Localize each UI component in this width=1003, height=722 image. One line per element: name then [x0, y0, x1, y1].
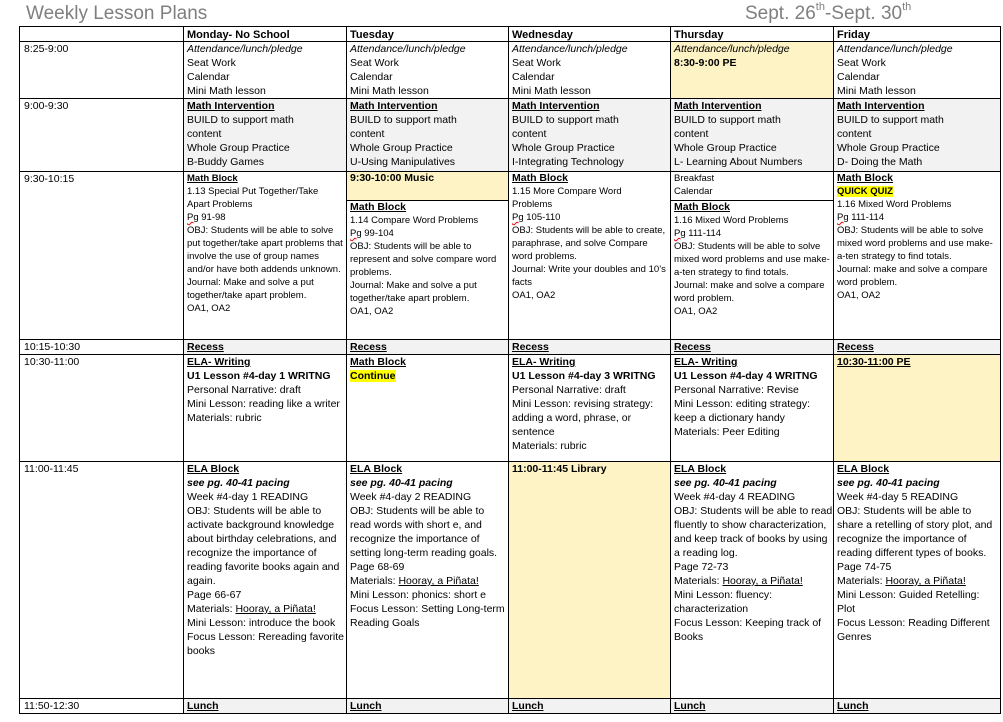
time-cell: 10:15-10:30 [20, 340, 184, 355]
time-cell: 8:25-9:00 [20, 42, 184, 99]
time-cell: 11:50-12:30 [20, 699, 184, 714]
cell-tue-r1 [347, 42, 509, 99]
day-header-friday: Friday [834, 27, 1001, 42]
math-block-title: Math Block [187, 173, 238, 184]
cell-thu-r3 [671, 172, 834, 340]
quick-quiz-badge: QUICK QUIZ [837, 186, 893, 197]
cell-fri-r5 [834, 355, 1001, 462]
focus-lesson-text: Focus Lesson: Rereading favorite books [187, 631, 345, 657]
mini-math-text: Mini Math lesson [512, 85, 591, 97]
page-text: Page 66-67 [187, 589, 242, 601]
cell-fri-r3 [834, 172, 1001, 340]
lunch-cell: Lunch [671, 699, 834, 714]
lesson-text: Problems [512, 199, 553, 210]
lesson-text: 1.13 Special Put Together/Take [187, 186, 319, 197]
cell-thu-r6 [671, 462, 834, 699]
mini-lesson-text: Mini Lesson: Guided Retelling: Plot [837, 589, 980, 615]
day-header-wednesday: Wednesday [509, 27, 671, 42]
week-text: Week #4-day 1 READING [187, 491, 309, 503]
objective-text: OBJ: Students will be able to solve mixed word problems and use make-a-ten strategy to find totals. [837, 225, 993, 262]
lesson-text: U1 Lesson #4-day 1 WRITNG [187, 370, 331, 382]
table-row [20, 99, 1001, 172]
book-title: Hooray, a Piñata! [885, 575, 966, 587]
attendance-text: Attendance/lunch/pledge [187, 43, 303, 55]
build-text: BUILD to support math [512, 114, 619, 126]
seat-work-text: Seat Work [512, 57, 561, 69]
objective-text: OBJ: Students will be able to activate background knowledge about birthday celebrations, and recognize the importance of reading favorite books again and again. [187, 505, 340, 587]
day-header-monday: Monday- No School [184, 27, 347, 42]
seat-work-text: Seat Work [837, 57, 886, 69]
objective-text: OBJ: Students will be able to represent and solve compare word problems. [350, 241, 497, 278]
ela-block-title: ELA Block [837, 463, 890, 475]
ela-block-title: ELA Block [350, 463, 403, 475]
pacing-text: see pg. 40-41 pacing [350, 477, 453, 489]
attendance-text: Attendance/lunch/pledge [674, 43, 790, 55]
activity-text: B-Buddy Games [187, 156, 265, 168]
page-text: Page 68-69 [350, 561, 405, 573]
content-text: content [350, 128, 385, 140]
whole-group-text: Whole Group Practice [187, 142, 290, 154]
mini-lesson-text: Mini Lesson: revising strategy: adding a word, phrase, or sentence [512, 398, 654, 438]
materials-text: Materials: Peer Editing [674, 426, 780, 438]
day-header-tuesday: Tuesday [347, 27, 509, 42]
cell-wed-r6 [509, 462, 671, 699]
math-block-title: Math Block [674, 201, 731, 213]
objective-text: OBJ: Students will be able to solve mixed word problems and use make-a-ten strategy to find totals. [674, 241, 830, 278]
math-intervention-title: Math Intervention [674, 100, 762, 112]
cell-tue-r3 [347, 172, 509, 340]
cell-wed-r2 [509, 99, 671, 172]
build-text: BUILD to support math [674, 114, 781, 126]
lesson-text: 1.16 Mixed Word Problems [674, 215, 789, 226]
ela-writing-title: ELA- Writing [674, 356, 738, 368]
date-start-suffix: th [815, 1, 825, 13]
cell-thu-r1 [671, 42, 834, 99]
cell-fri-r1 [834, 42, 1001, 99]
cell-mon-r1 [184, 42, 347, 99]
attendance-text: Attendance/lunch/pledge [837, 43, 953, 55]
time-cell: 9:30-10:15 [20, 172, 184, 340]
narrative-text: Personal Narrative: Revise [674, 384, 799, 396]
table-row [20, 462, 1001, 699]
date-range [745, 3, 911, 25]
recess-cell: Recess [509, 340, 671, 355]
page-text: Pg 111-114 [674, 228, 722, 239]
standards-text: OA1, OA2 [350, 306, 394, 317]
lesson-text: 1.16 Mixed Word Problems [837, 199, 952, 210]
corner-header [20, 27, 184, 42]
page-text: Pg 91-98 [187, 212, 226, 223]
continue-badge: Continue [350, 370, 396, 382]
page-text: Page 72-73 [674, 561, 729, 573]
date-end-suffix: th [902, 1, 912, 13]
table-row [20, 355, 1001, 462]
mini-lesson-text: Mini Lesson: editing strategy: keep a dictionary handy [674, 398, 810, 424]
cell-wed-r5 [509, 355, 671, 462]
whole-group-text: Whole Group Practice [512, 142, 615, 154]
week-text: Week #4-day 2 READING [350, 491, 472, 503]
math-intervention-title: Math Intervention [512, 100, 600, 112]
mini-lesson-text: Mini Lesson: reading like a writer [187, 398, 340, 410]
standards-text: OA1, OA2 [187, 303, 231, 314]
music-block: 9:30-10:00 Music [347, 172, 508, 200]
content-text: content [674, 128, 709, 140]
math-block-title: Math Block [512, 172, 569, 184]
mini-lesson-text: Mini Lesson: introduce the book [187, 617, 336, 629]
page-title: Weekly Lesson Plans [26, 3, 208, 24]
lunch-cell: Lunch [184, 699, 347, 714]
content-text: content [187, 128, 222, 140]
materials-text: Materials: Hooray, a Piñata! [674, 575, 803, 587]
content-text: content [512, 128, 547, 140]
ela-block-title: ELA Block [674, 463, 727, 475]
math-block-title: Math Block [350, 201, 407, 213]
focus-lesson-text: Focus Lesson: Reading Different Genres [837, 617, 990, 643]
cell-mon-r6 [184, 462, 347, 699]
lesson-text: U1 Lesson #4-day 3 WRITNG [512, 370, 656, 382]
date-start: Sept. 26 [745, 3, 816, 24]
table-row [20, 699, 1001, 714]
mini-math-text: Mini Math lesson [350, 85, 429, 97]
objective-text: OBJ: Students will be able to read fluently to show characterization, and keep track of books by using a reading log. [674, 505, 833, 559]
activity-text: U-Using Manipulatives [350, 156, 456, 168]
objective-text: OBJ: Students will be able to share a retelling of story plot, and recognize the importance of reading different types of books. [837, 505, 993, 559]
math-block-title: Math Block [350, 356, 407, 368]
cell-mon-r5 [184, 355, 347, 462]
lesson-plan-table [19, 26, 1001, 714]
library-text: 11:00-11:45 Library [512, 463, 607, 475]
cell-fri-r2 [834, 99, 1001, 172]
activity-text: I-Integrating Technology [512, 156, 624, 168]
materials-text: Materials: Hooray, a Piñata! [350, 575, 479, 587]
math-block-title: Math Block [837, 172, 894, 184]
objective-text: OBJ: Students will be able to solve put together/take apart problems that involve the use of group names and/or have both addends unknown. [187, 225, 343, 275]
day-header-row [20, 27, 1001, 42]
standards-text: OA1, OA2 [674, 306, 718, 317]
day-header-thursday: Thursday [671, 27, 834, 42]
pacing-text: see pg. 40-41 pacing [674, 477, 777, 489]
materials-text: Materials: Hooray, a Piñata! [187, 603, 316, 615]
activity-text: L- Learning About Numbers [674, 156, 803, 168]
recess-cell: Recess [834, 340, 1001, 355]
calendar-text: Calendar [350, 71, 393, 83]
mini-lesson-text: Mini Lesson: fluency: characterization [674, 589, 773, 615]
lunch-cell: Lunch [834, 699, 1001, 714]
recess-cell: Recess [347, 340, 509, 355]
cell-tue-r2 [347, 99, 509, 172]
materials-text: Materials: Hooray, a Piñata! [837, 575, 966, 587]
cell-wed-r3 [509, 172, 671, 340]
materials-text: Materials: rubric [187, 412, 262, 424]
book-title: Hooray, a Piñata! [398, 575, 479, 587]
mini-lesson-text: Mini Lesson: phonics: short e [350, 589, 486, 601]
cell-wed-r1 [509, 42, 671, 99]
build-text: BUILD to support math [187, 114, 294, 126]
focus-lesson-text: Focus Lesson: Keeping track of Books [674, 617, 822, 643]
activity-text: D- Doing the Math [837, 156, 923, 168]
cell-mon-r3 [184, 172, 347, 340]
standards-text: OA1, OA2 [837, 290, 881, 301]
mini-math-text: Mini Math lesson [837, 85, 916, 97]
objective-text: OBJ: Students will be able to create, paraphrase, and solve Compare word problems. [512, 225, 666, 262]
time-cell: 11:00-11:45 [20, 462, 184, 699]
whole-group-text: Whole Group Practice [350, 142, 453, 154]
ela-writing-title: ELA- Writing [512, 356, 576, 368]
cell-mon-r2 [184, 99, 347, 172]
lesson-text: Apart Problems [187, 199, 253, 210]
journal-text: Journal: Make and solve a put together/take apart problem. [187, 277, 314, 301]
content-text: content [837, 128, 872, 140]
journal-text: Journal: make and solve a compare word problem. [674, 280, 825, 304]
narrative-text: Personal Narrative: draft [187, 384, 301, 396]
lesson-text: 1.14 Compare Word Problems [350, 215, 479, 226]
table-row [20, 42, 1001, 99]
page-text: Pg 111-114 [837, 212, 885, 223]
pacing-text: see pg. 40-41 pacing [837, 477, 940, 489]
standards-text: OA1, OA2 [512, 290, 556, 301]
ela-writing-title: ELA- Writing [187, 356, 251, 368]
pacing-text: see pg. 40-41 pacing [187, 477, 290, 489]
whole-group-text: Whole Group Practice [674, 142, 777, 154]
lunch-cell: Lunch [347, 699, 509, 714]
calendar-text: Calendar [674, 186, 713, 197]
week-text: Week #4-day 4 READING [674, 491, 796, 503]
seat-work-text: Seat Work [350, 57, 399, 69]
time-cell: 10:30-11:00 [20, 355, 184, 462]
breakfast-block [671, 172, 833, 200]
math-intervention-title: Math Intervention [187, 100, 275, 112]
cell-thu-r5 [671, 355, 834, 462]
cell-tue-r5 [347, 355, 509, 462]
calendar-text: Calendar [187, 71, 230, 83]
date-separator: -Sept. 30 [824, 3, 903, 24]
lesson-text: 1.15 More Compare Word [512, 186, 622, 197]
pe-text: 8:30-9:00 PE [674, 57, 737, 69]
lesson-text: U1 Lesson #4-day 4 WRITNG [674, 370, 818, 382]
journal-text: Journal: Make and solve a put together/take apart problem. [350, 280, 477, 304]
math-intervention-title: Math Intervention [350, 100, 438, 112]
page-text: Pg 105-110 [512, 212, 561, 223]
journal-text: Journal: Write your doubles and 10’s facts [512, 264, 666, 288]
attendance-text: Attendance/lunch/pledge [350, 43, 466, 55]
page-text: Page 74-75 [837, 561, 892, 573]
materials-text: Materials: rubric [512, 440, 587, 452]
book-title: Hooray, a Piñata! [235, 603, 316, 615]
page-text: Pg 99-104 [350, 228, 394, 239]
lunch-cell: Lunch [509, 699, 671, 714]
journal-text: Journal: make and solve a compare word problem. [837, 264, 988, 288]
math-block [347, 200, 508, 318]
attendance-text: Attendance/lunch/pledge [512, 43, 628, 55]
build-text: BUILD to support math [350, 114, 457, 126]
calendar-text: Calendar [837, 71, 880, 83]
objective-text: OBJ: Students will be able to read words with short e, and recognize the importance of setting long-term reading goals. [350, 505, 498, 559]
whole-group-text: Whole Group Practice [837, 142, 940, 154]
cell-thu-r2 [671, 99, 834, 172]
pe-text: 10:30-11:00 PE [837, 356, 911, 368]
ela-block-title: ELA Block [187, 463, 240, 475]
mini-math-text: Mini Math lesson [187, 85, 266, 97]
cell-tue-r6 [347, 462, 509, 699]
math-intervention-title: Math Intervention [837, 100, 925, 112]
week-text: Week #4-day 5 READING [837, 491, 959, 503]
time-cell: 9:00-9:30 [20, 99, 184, 172]
math-block [671, 200, 833, 318]
seat-work-text: Seat Work [187, 57, 236, 69]
recess-cell: Recess [671, 340, 834, 355]
table-row [20, 340, 1001, 355]
table-row [20, 172, 1001, 340]
focus-lesson-text: Focus Lesson: Setting Long-term Reading Goals [350, 603, 505, 629]
narrative-text: Personal Narrative: draft [512, 384, 626, 396]
book-title: Hooray, a Piñata! [722, 575, 803, 587]
calendar-text: Calendar [512, 71, 555, 83]
cell-fri-r6 [834, 462, 1001, 699]
breakfast-text: Breakfast [674, 173, 715, 184]
recess-cell: Recess [184, 340, 347, 355]
build-text: BUILD to support math [837, 114, 944, 126]
